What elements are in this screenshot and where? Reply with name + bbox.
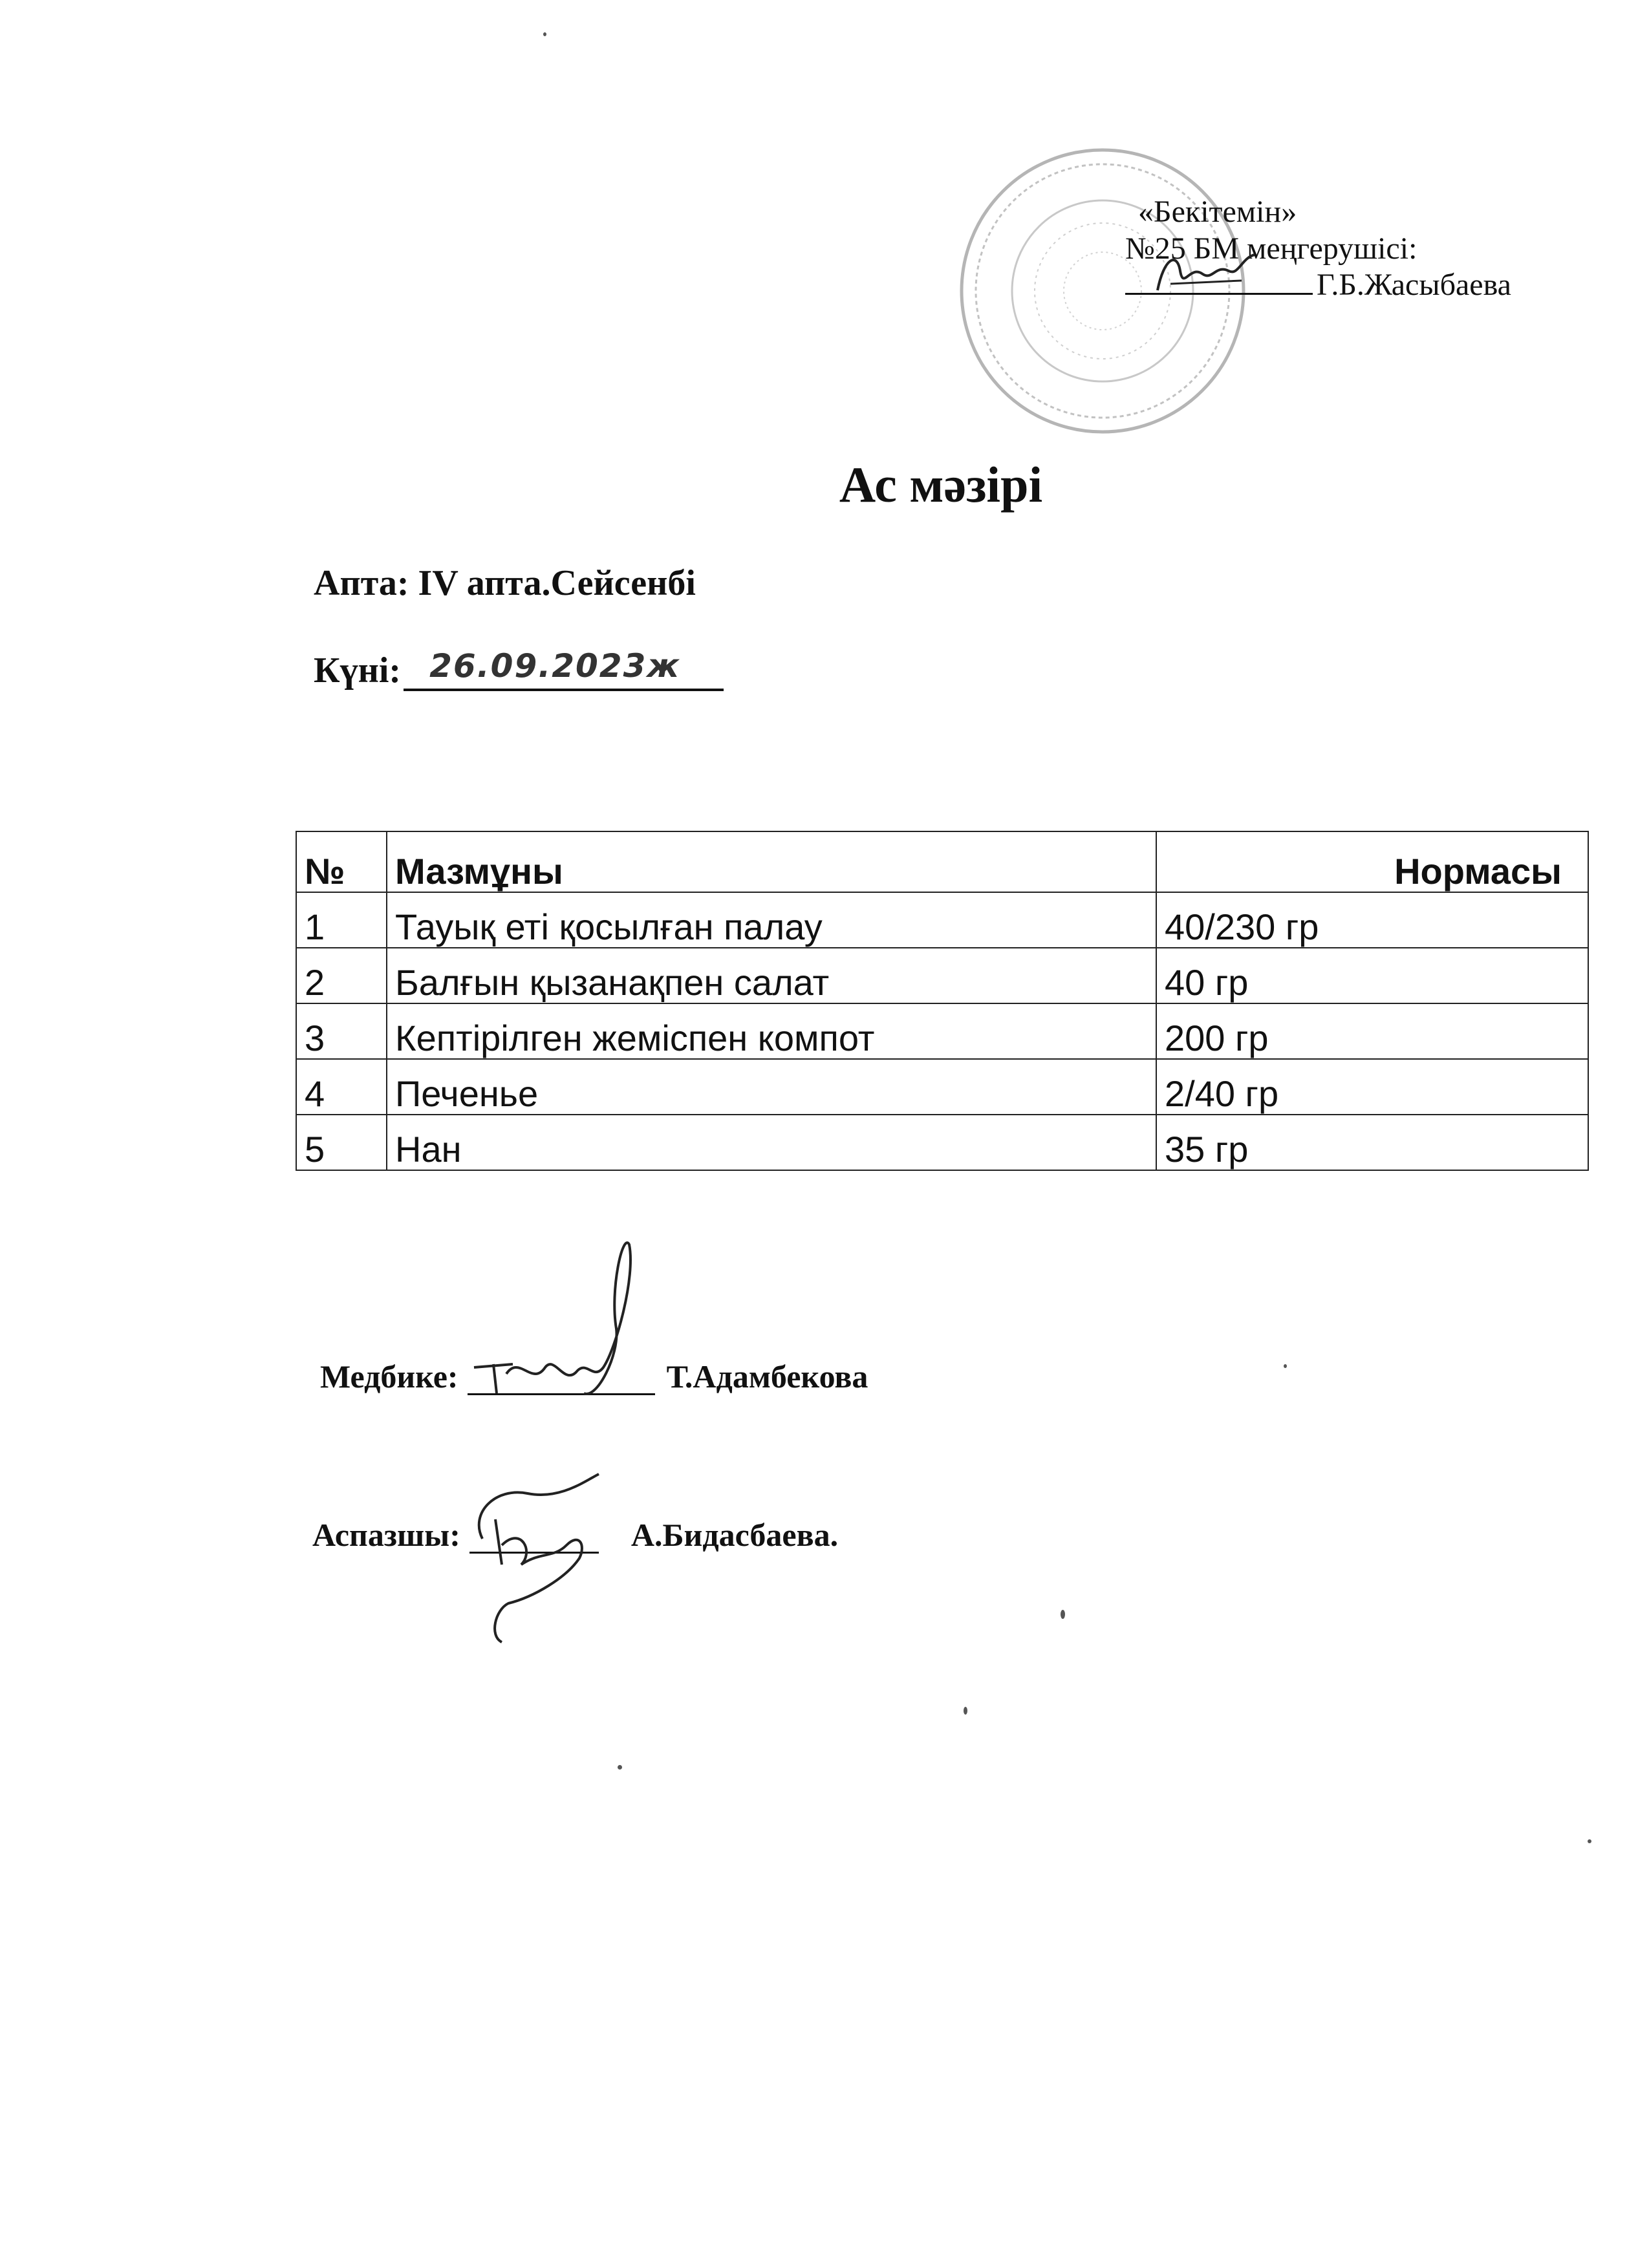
date-field — [404, 647, 724, 691]
date-handwritten: 26.09.2023ж — [429, 647, 681, 685]
row-number: 1 — [296, 892, 387, 948]
table-row — [296, 1115, 1588, 1170]
row-content: Печенье — [387, 1059, 1156, 1115]
table-row — [296, 1003, 1588, 1059]
row-norm: 2/40 гр — [1156, 1059, 1588, 1115]
table-row — [296, 1059, 1588, 1115]
nurse-signature-row — [320, 1358, 868, 1395]
nurse-label: Медбике: — [320, 1358, 458, 1395]
table-row — [296, 948, 1588, 1003]
speck — [618, 1765, 622, 1770]
director-name: Г.Б.Жасыбаева — [1317, 268, 1511, 303]
row-content: Тауық еті қосылған палау — [387, 892, 1156, 948]
speck — [1061, 1610, 1065, 1619]
director-signature-line — [1125, 271, 1313, 295]
row-content: Кептірілген жеміспен компот — [387, 1003, 1156, 1059]
row-number: 4 — [296, 1059, 387, 1115]
date-row — [314, 647, 724, 691]
director-signature — [1151, 245, 1261, 303]
nurse-signature — [468, 1238, 662, 1406]
row-number: 2 — [296, 948, 387, 1003]
nurse-signature-line — [468, 1367, 655, 1395]
approval-block — [1125, 194, 1511, 304]
cook-signature-line — [469, 1526, 599, 1554]
row-norm: 40 гр — [1156, 948, 1588, 1003]
row-number: 3 — [296, 1003, 387, 1059]
cook-label: Аспазшы: — [312, 1517, 460, 1553]
week-line: Апта: IV апта.Сейсенбі — [314, 563, 696, 603]
menu-table — [296, 831, 1589, 1171]
cook-signature-row — [312, 1516, 838, 1554]
speck — [1284, 1364, 1287, 1368]
table-row — [296, 892, 1588, 948]
speck — [543, 32, 546, 36]
nurse-name: Т.Адамбекова — [666, 1358, 868, 1395]
speck — [1588, 1839, 1591, 1843]
row-norm: 200 гр — [1156, 1003, 1588, 1059]
row-number: 5 — [296, 1115, 387, 1170]
header-content: Мазмұны — [387, 831, 1156, 892]
header-number: № — [296, 831, 387, 892]
row-norm: 40/230 гр — [1156, 892, 1588, 948]
cook-signature — [457, 1442, 625, 1649]
date-label: Күні: — [314, 650, 402, 690]
row-norm: 35 гр — [1156, 1115, 1588, 1170]
speck — [964, 1707, 967, 1715]
cook-name: А.Бидасбаева. — [630, 1517, 839, 1553]
approval-heading: «Бекітемін» — [1138, 195, 1297, 229]
approval-position: №25 БМ меңгерушісі: — [1125, 231, 1417, 266]
header-norm: Нормасы — [1156, 831, 1588, 892]
page-title: Ас мәзірі — [839, 456, 1043, 513]
row-content: Балғын қызанақпен салат — [387, 948, 1156, 1003]
row-content: Нан — [387, 1115, 1156, 1170]
table-header-row — [296, 831, 1588, 892]
